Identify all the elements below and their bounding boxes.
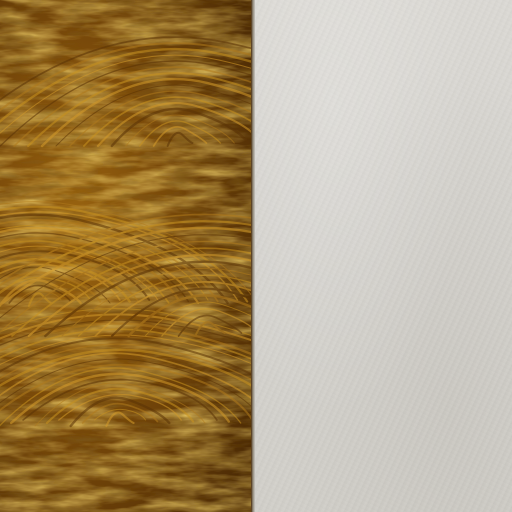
laminate-texture [255, 0, 512, 512]
off-white-laminate-panel [255, 0, 512, 512]
burl-wood-panel [0, 0, 251, 512]
wood-grain-texture [0, 0, 251, 512]
